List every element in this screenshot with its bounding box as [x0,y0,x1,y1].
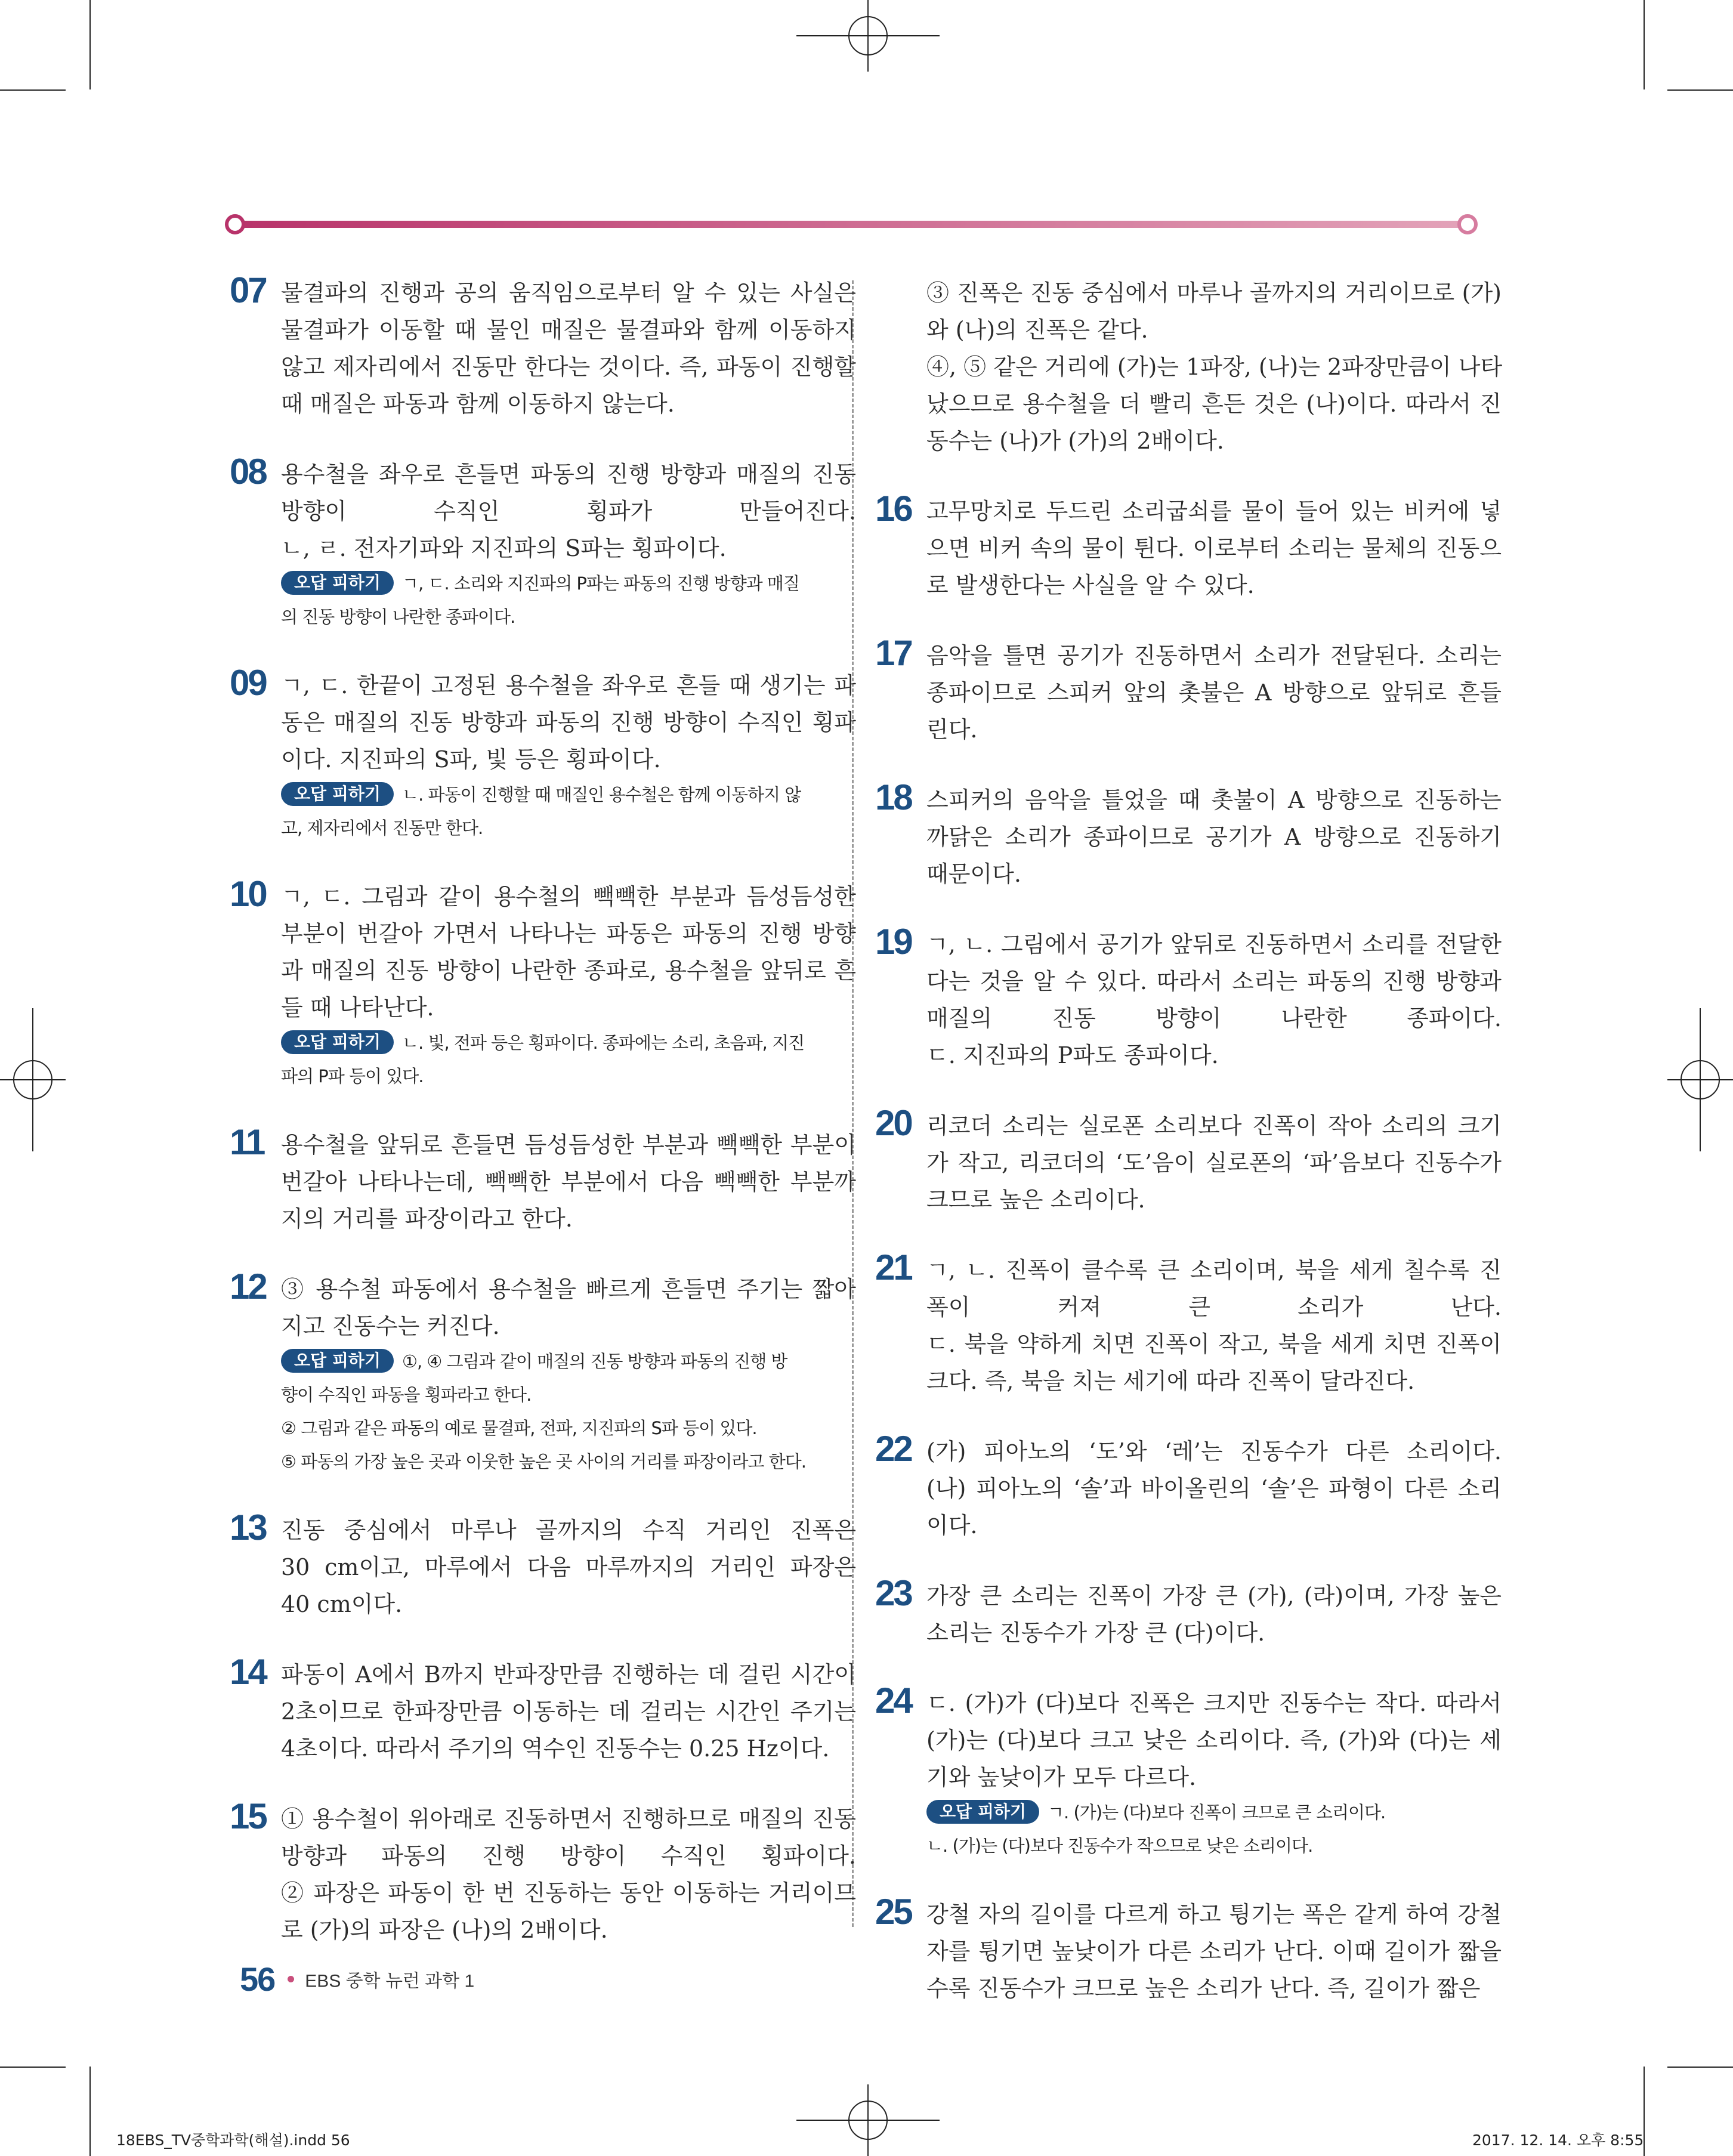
bullet-dot-icon [288,1976,294,1982]
answer-line: 가장 큰 소리는 진폭이 가장 큰 (가), (라)이며, 가장 높은 [926,1583,1502,1609]
question-number: 17 [875,633,912,673]
wrong-answer-badge: 오답 피하기 [281,1349,394,1373]
answer-line: 크다. 즉, 북을 치는 세기에 따라 진폭이 달라진다. [926,1368,1415,1394]
answer-line: 스피커의 음악을 틀었을 때 촛불이 A 방향으로 진동하는 [926,787,1502,813]
answer-item [875,777,1502,892]
answer-line: 이다. 지진파의 S파, 빛 등은 횡파이다. [281,746,661,773]
answer-line: 2초이므로 한파장만큼 이동하는 데 걸리는 시간인 주기는 [281,1698,856,1725]
question-number: 11 [230,1122,264,1162]
question-number: 16 [875,489,912,529]
book-title: EBS 중학 뉴런 과학 1 [305,1971,475,1991]
wrong-answer-note [281,567,856,600]
answer-item [875,489,1502,604]
answer-line: 강철 자의 길이를 다르게 하고 튕기는 폭은 같게 하여 강철 [926,1901,1502,1928]
right-column [875,274,1502,2040]
answer-item [230,270,856,422]
wrong-answer-badge: 오답 피하기 [281,782,394,806]
question-number: 19 [875,922,912,962]
answer-line: 고무망치로 두드린 소리굽쇠를 물이 들어 있는 비커에 넣 [926,498,1502,524]
note-text: 고, 제자리에서 진동만 한다. [281,818,483,838]
registration-mark-icon [1667,1008,1733,1151]
wrong-answer-note [281,811,856,845]
answer-line: 났으므로 용수철을 더 빨리 흔든 것은 (나)이다. 따라서 진 [926,391,1502,417]
wrong-answer-note [926,1829,1502,1862]
question-number: 21 [875,1247,912,1287]
crop-mark [1644,0,1645,89]
page-number: 56 [240,1960,275,1998]
answer-item [875,1103,1502,1218]
answer-line: ㄱ, ㄷ. 한끝이 고정된 용수철을 좌우로 흔들 때 생기는 파 [281,672,856,699]
answer-line: ㄷ. 지진파의 P파도 종파이다. [926,1042,1219,1068]
answer-line: 과 매질의 진동 방향이 나란한 종파로, 용수철을 앞뒤로 흔 [281,957,856,984]
answer-line: 때문이다. [926,861,1021,887]
answer-line: 로 (가)의 파장은 (나)의 2배이다. [281,1917,608,1943]
answer-line: 40 cm이다. [281,1591,403,1617]
answer-line: 다는 것을 알 수 있다. 따라서 소리는 파동의 진행 방향과 [926,968,1502,994]
note-text: 파의 P파 등이 있다. [281,1066,424,1086]
registration-mark-icon [796,2084,940,2156]
question-number: 24 [875,1681,912,1721]
note-text: ② 그림과 같은 파동의 예로 물결파, 전파, 지진파의 S파 등이 있다. [281,1418,757,1438]
registration-mark-icon [0,1008,66,1151]
question-number: 15 [230,1796,266,1836]
print-slug-file: 18EBS_TV중학과학(해설).indd 56 [116,2132,350,2149]
answer-item [230,1652,856,1767]
answer-line: 종파이므로 스피커 앞의 촛불은 A 방향으로 앞뒤로 흔들 [926,679,1502,706]
answer-line: 폭이 커져 큰 소리가 난다. [926,1294,1502,1320]
note-text: ㄴ. 파동이 진행할 때 매질인 용수철은 함께 이동하지 않 [402,784,801,805]
wrong-answer-badge: 오답 피하기 [281,1030,394,1054]
answer-line: 자를 튕기면 높낮이가 다른 소리가 난다. 이때 길이가 짧을 [926,1938,1502,1965]
note-text: 향이 수직인 파동을 횡파라고 한다. [281,1385,532,1405]
answer-line: 기와 높낮이가 모두 다르다. [926,1764,1197,1790]
answer-line: 매질의 진동 방향이 나란한 종파이다. [926,1005,1502,1031]
answer-line: ② 파장은 파동이 한 번 진동하는 동안 이동하는 거리이므 [281,1880,856,1906]
answer-line: 로 발생한다는 사실을 알 수 있다. [926,572,1255,598]
answer-line: 이다. [926,1512,978,1539]
question-number: 20 [875,1103,912,1143]
wrong-answer-note [281,1026,856,1060]
wrong-answer-note [281,1345,856,1378]
answer-item [875,1573,1502,1651]
registration-mark-icon [796,0,940,72]
answer-line: 진동 중심에서 마루나 골까지의 수직 거리인 진폭은 [281,1517,856,1543]
answer-line: 용수철을 앞뒤로 흔들면 듬성듬성한 부분과 빽빽한 부분이 [281,1132,856,1158]
answer-line: 소리는 진동수가 가장 큰 (다)이다. [926,1620,1265,1646]
answer-item [230,1122,856,1237]
answer-line: 까닭은 소리가 종파이므로 공기가 A 방향으로 진동하기 [926,824,1502,850]
answer-line: ㄷ. (가)가 (다)보다 진폭은 크지만 진동수는 작다. 따라서 [926,1690,1502,1716]
answer-line: 들 때 나타난다. [281,994,434,1021]
answer-line: 린다. [926,716,978,743]
answer-line: 4초이다. 따라서 주기의 역수인 진동수는 0.25 Hz이다. [281,1735,830,1762]
question-number: 22 [875,1429,912,1469]
answer-line: ① 용수철이 위아래로 진동하면서 진행하므로 매질의 진동 [281,1806,856,1832]
wrong-answer-note [926,1796,1502,1829]
crop-mark [1667,89,1733,91]
answer-item [230,452,856,634]
crop-mark [0,2067,66,2068]
answer-item [230,1267,856,1478]
header-decorative-bar [224,214,1478,235]
question-number: 07 [230,270,266,310]
page-footer [240,1960,474,1999]
answer-line: 음악을 틀면 공기가 진동하면서 소리가 전달된다. 소리는 [926,643,1502,669]
wrong-answer-note [281,778,856,811]
answer-line: 리코더 소리는 실로폰 소리보다 진폭이 작아 소리의 크기 [926,1113,1502,1139]
wrong-answer-badge: 오답 피하기 [281,571,394,595]
answer-line: 동수는 (나)가 (가)의 2배이다. [926,428,1224,454]
answer-line: 때 매질은 파동과 함께 이동하지 않는다. [281,391,675,417]
note-text: ㄴ. 빛, 전파 등은 횡파이다. 종파에는 소리, 초음파, 지진 [402,1033,805,1053]
answer-line: 크므로 높은 소리이다. [926,1187,1145,1213]
crop-mark [1667,2067,1733,2068]
note-text: ①, ④ 그림과 같이 매질의 진동 방향과 파동의 진행 방 [402,1351,787,1372]
answer-line: 용수철을 좌우로 흔들면 파동의 진행 방향과 매질의 진동 [281,461,856,487]
answer-item [875,633,1502,748]
question-number: 23 [875,1573,912,1613]
answer-line: 물결파가 이동할 때 물인 매질은 물결파와 함께 이동하지 [281,317,856,343]
answer-line: 와 (나)의 진폭은 같다. [926,317,1148,343]
answer-line: 않고 제자리에서 진동만 한다는 것이다. 즉, 파동이 진행할 [281,354,856,380]
answer-line: ㄷ. 북을 약하게 치면 진폭이 작고, 북을 세게 치면 진폭이 [926,1331,1502,1357]
answer-line: ㄱ, ㄴ. 진폭이 클수록 큰 소리이며, 북을 세게 칠수록 진 [926,1257,1502,1283]
answer-line: (가)는 (다)보다 크고 낮은 소리이다. 즉, (가)와 (다)는 세 [926,1727,1502,1753]
answer-line: ㄱ, ㄴ. 그림에서 공기가 앞뒤로 진동하면서 소리를 전달한 [926,931,1502,957]
answer-item [230,874,856,1093]
answer-line: ③ 진폭은 진동 중심에서 마루나 골까지의 거리이므로 (가) [926,280,1502,306]
answer-item [230,1508,856,1623]
note-text: ㄱ. (가)는 (다)보다 진폭이 크므로 큰 소리이다. [1048,1802,1386,1823]
question-number: 08 [230,452,266,492]
answer-line: (가) 피아노의 ‘도’와 ‘레’는 진동수가 다른 소리이다. [926,1438,1502,1465]
answer-line: 번갈아 나타나는데, 빽빽한 부분에서 다음 빽빽한 부분까 [281,1169,856,1195]
answer-line: 으면 비커 속의 물이 튄다. 이로부터 소리는 물체의 진동으 [926,535,1502,561]
answer-item [875,1247,1502,1400]
question-number: 12 [230,1267,266,1306]
answer-line: 방향과 파동의 진행 방향이 수직인 횡파이다. [281,1843,856,1869]
wrong-answer-note [281,1445,856,1478]
wrong-answer-badge: 오답 피하기 [926,1800,1039,1824]
crop-mark [89,2067,91,2156]
answer-line: 동은 매질의 진동 방향과 파동의 진행 방향이 수직인 횡파 [281,709,856,736]
print-slug-date: 2017. 12. 14. 오후 8:55 [1472,2132,1644,2149]
answer-line: ③ 용수철 파동에서 용수철을 빠르게 흔들면 주기는 짧아 [281,1276,856,1302]
answer-line: ㄴ, ㄹ. 전자기파와 지진파의 S파는 횡파이다. [281,535,727,561]
answer-line: 30 cm이고, 마루에서 다음 마루까지의 거리인 파장은 [281,1554,856,1580]
question-number: 18 [875,777,912,817]
crop-mark [89,0,91,89]
wrong-answer-note [281,1411,856,1445]
wrong-answer-note [281,1060,856,1093]
answer-line: 지의 거리를 파장이라고 한다. [281,1206,573,1232]
note-text: ㄱ, ㄷ. 소리와 지진파의 P파는 파동의 진행 방향과 매질 [402,573,799,594]
left-column [230,270,856,1982]
question-number: 09 [230,663,266,703]
question-number: 14 [230,1652,266,1692]
answer-line: 수록 진동수가 크므로 높은 소리가 난다. 즉, 길이가 짧은 [926,1975,1481,2001]
note-text: ㄴ. (가)는 (다)보다 진동수가 작으므로 낮은 소리이다. [926,1836,1313,1856]
answer-item-continuation [875,274,1502,459]
answer-line: 물결파의 진행과 공의 움직임으로부터 알 수 있는 사실은 [281,280,856,306]
answer-line: 가 작고, 리코더의 ‘도’음이 실로폰의 ‘파’음보다 진동수가 [926,1150,1502,1176]
question-number: 10 [230,874,266,914]
wrong-answer-note [281,1378,856,1411]
question-number: 13 [230,1508,266,1547]
answer-line: 지고 진동수는 커진다. [281,1313,500,1339]
note-text: ⑤ 파동의 가장 높은 곳과 이웃한 높은 곳 사이의 거리를 파장이라고 한다. [281,1451,807,1472]
answer-line: 부분이 번갈아 가면서 나타나는 파동은 파동의 진행 방향 [281,921,856,947]
answer-line: 방향이 수직인 횡파가 만들어진다. [281,498,856,524]
answer-item [875,1681,1502,1862]
answer-item [875,922,1502,1074]
answer-line: ㄱ, ㄷ. 그림과 같이 용수철의 빽빽한 부분과 듬성듬성한 [281,884,856,910]
answer-line: 파동이 A에서 B까지 반파장만큼 진행하는 데 걸린 시간이 [281,1661,856,1688]
wrong-answer-note [281,600,856,634]
answer-item [875,1892,1502,2007]
answer-line: ④, ⑤ 같은 거리에 (가)는 1파장, (나)는 2파장만큼이 나타 [926,354,1503,380]
crop-mark [0,89,66,91]
answer-item [875,1429,1502,1544]
answer-line: (나) 피아노의 ‘솔’과 바이올린의 ‘솔’은 파형이 다른 소리 [926,1475,1502,1502]
answer-item [230,663,856,845]
question-number: 25 [875,1892,912,1932]
answer-item [230,1796,856,1948]
note-text: 의 진동 방향이 나란한 종파이다. [281,607,515,627]
